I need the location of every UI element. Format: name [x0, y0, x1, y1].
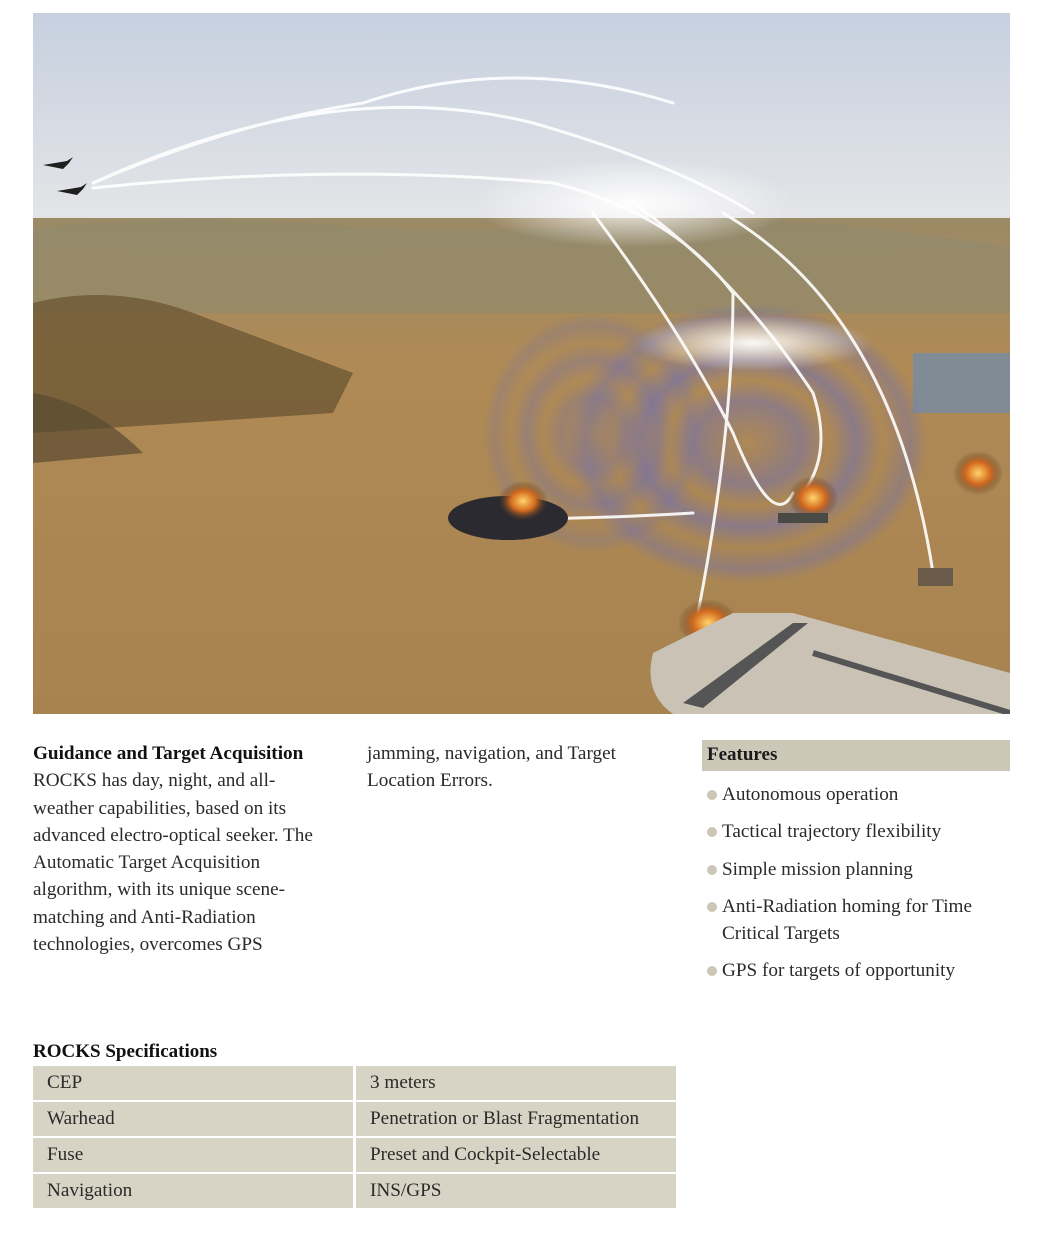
guidance-body-part2: jamming, navigation, and Target Location Errors. — [367, 743, 616, 792]
table-row — [33, 1101, 676, 1137]
feature-item — [702, 856, 1010, 883]
mission-scene-graphic — [33, 13, 1010, 714]
spec-value: INS/GPS — [355, 1173, 677, 1209]
feature-item — [702, 781, 1010, 808]
spec-value: 3 meters — [355, 1066, 677, 1101]
guidance-continuation — [367, 740, 667, 795]
hero-illustration — [33, 13, 1010, 714]
spec-value: Preset and Cockpit-Selectable — [355, 1137, 677, 1173]
features-heading: Features — [702, 740, 1010, 771]
table-row — [33, 1173, 676, 1209]
table-row — [33, 1066, 676, 1101]
guidance-body-part1: ROCKS has day, night, and all-weather capabilities, based on its advanced electro-optical seeker. The Automatic Target Acquisition algorithm, with its unique scene-matching and Anti-Radiation technologies, overcomes GPS — [33, 770, 313, 956]
spec-label: Navigation — [33, 1173, 355, 1209]
bullet-icon — [707, 902, 717, 912]
spec-label: Fuse — [33, 1137, 355, 1173]
guidance-section — [33, 740, 333, 958]
feature-text: GPS for targets of opportunity — [722, 960, 956, 982]
spec-label: CEP — [33, 1066, 355, 1101]
specifications-title: ROCKS Specifications — [33, 1041, 218, 1062]
feature-text: Anti-Radiation homing for Time Critical Targets — [722, 895, 972, 945]
feature-item — [702, 893, 1010, 948]
bullet-icon — [707, 966, 717, 976]
spec-label: Warhead — [33, 1101, 355, 1137]
bullet-icon — [707, 827, 717, 837]
spec-value: Penetration or Blast Fragmentation — [355, 1101, 677, 1137]
features-list — [702, 781, 1010, 995]
bullet-icon — [707, 790, 717, 800]
feature-text: Autonomous operation — [722, 784, 899, 805]
table-row — [33, 1137, 676, 1173]
feature-item — [702, 957, 1010, 984]
guidance-heading: Guidance and Target Acquisition — [33, 743, 304, 764]
bullet-icon — [707, 865, 717, 875]
specifications-table — [33, 1066, 676, 1210]
feature-item — [702, 818, 1010, 845]
feature-text: Simple mission planning — [722, 858, 913, 880]
feature-text: Tactical trajectory flexibility — [722, 821, 942, 843]
